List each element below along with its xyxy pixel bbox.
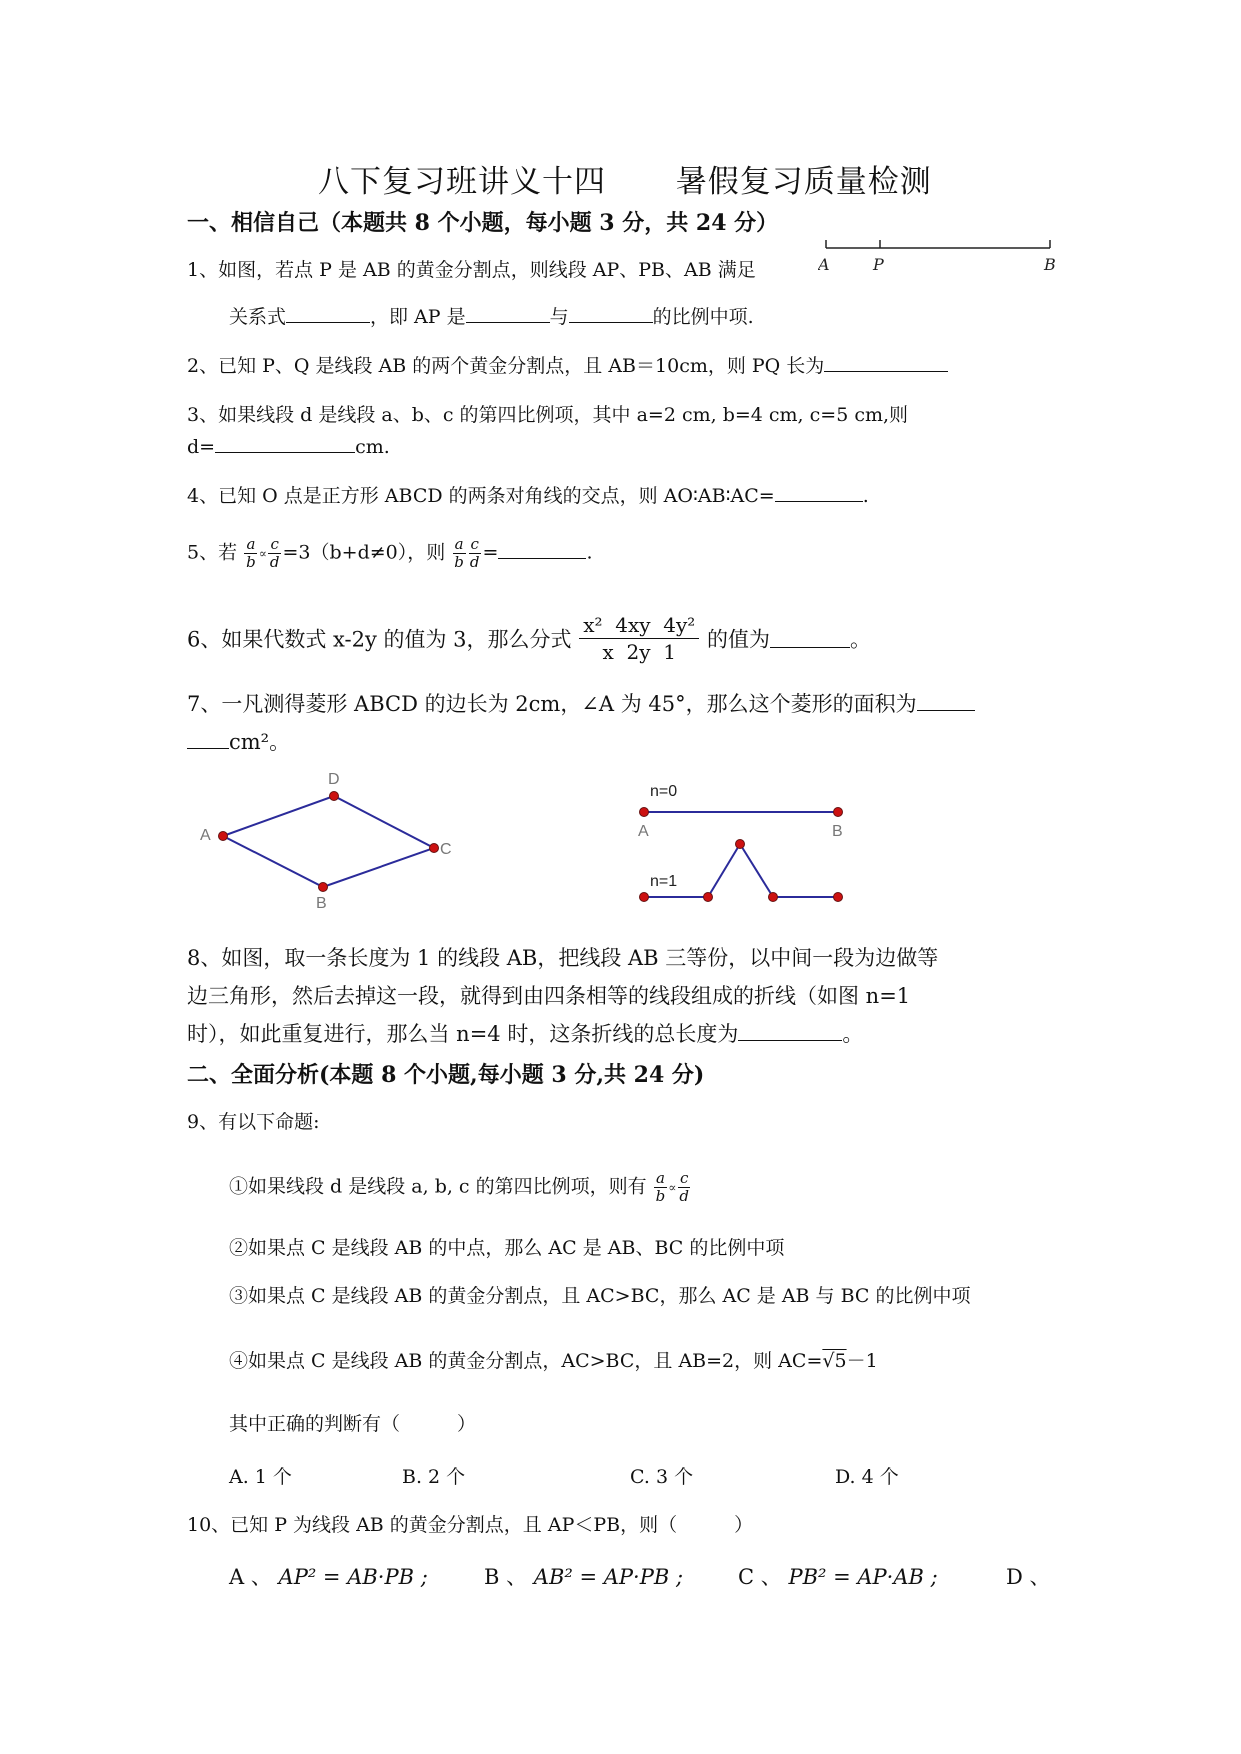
label-c: C — [440, 841, 452, 858]
operator-glyph: ∝ — [258, 546, 267, 561]
point-a — [640, 808, 649, 817]
question-7-line1 — [187, 688, 975, 718]
answer-blank[interactable] — [738, 1022, 842, 1041]
q9-s4-end: －1 — [846, 1350, 878, 1372]
question-3-line2 — [187, 434, 390, 458]
option-expression: AP² = AB·PB ; — [278, 1565, 428, 1589]
figure-koch-curve — [630, 778, 850, 908]
fraction-a-b: $\frac{a}{b}$ — [655, 1169, 666, 1205]
figure-segment-apb — [818, 234, 1063, 280]
option-d[interactable]: D. 4 个 — [835, 1466, 899, 1488]
figure-label-a: A — [818, 255, 830, 274]
q2-text: 2、已知 P、Q 是线段 AB 的两个黄金分割点，且 AB＝10cm，则 PQ 长为 — [187, 355, 825, 377]
figure-label-b: B — [1044, 255, 1056, 274]
question-2 — [187, 351, 948, 378]
answer-blank[interactable] — [286, 304, 370, 323]
answer-blank[interactable] — [824, 353, 948, 372]
label-n1: n=1 — [650, 873, 678, 890]
koch-point — [704, 893, 713, 902]
q6-suffix: 的值为 — [707, 627, 770, 652]
koch-point — [640, 893, 649, 902]
fraction-c-d: $\frac{c}{d}$ — [269, 535, 280, 571]
question-5 — [187, 536, 592, 571]
section-heading-2: 二、全面分析(本题 8 个小题,每小题 3 分,共 24 分) — [187, 1062, 705, 1088]
koch-point — [736, 840, 745, 849]
vertex-d — [330, 792, 339, 801]
fraction-a-b-2: $\frac{a}{b}$ — [454, 535, 464, 571]
q8-text: 时），如此重复进行，那么当 n=4 时，这条折线的总长度为 — [187, 1022, 739, 1046]
label-b: B — [832, 823, 843, 840]
answer-blank[interactable] — [569, 304, 653, 323]
section-heading-1: 一、相信自己（本题共 8 个小题，每小题 3 分，共 24 分） — [187, 210, 779, 236]
question-8-line1: 8、如图，取一条长度为 1 的线段 AB，把线段 AB 三等份，以中间一段为边做等 — [187, 946, 939, 970]
q1-text-b: ，即 AP 是 — [370, 306, 466, 328]
fraction-c-d: $\frac{c}{d}$ — [679, 1169, 690, 1205]
question-7-line2 — [187, 726, 290, 756]
question-8-line3 — [187, 1018, 863, 1048]
koch-point — [769, 893, 778, 902]
option-label: A 、 — [229, 1565, 272, 1589]
question-1-line2 — [229, 302, 754, 329]
answer-blank[interactable] — [187, 730, 229, 749]
question-9-statement-4 — [229, 1346, 878, 1373]
q4-end: . — [862, 485, 869, 507]
option-expression: PB² = AP·AB ; — [788, 1565, 938, 1589]
q5-end: . — [586, 541, 593, 564]
option-b[interactable]: B. 2 个 — [402, 1466, 466, 1488]
q1-text-a: 关系式 — [229, 306, 287, 328]
answer-blank[interactable] — [770, 629, 850, 648]
q5-mid: =3（b+d≠0），则 — [282, 541, 446, 564]
operator-glyph: ∝ — [668, 1180, 677, 1195]
q1-text-c: 与 — [549, 306, 569, 328]
page-title-right: 暑假复习质量检测 — [675, 164, 932, 200]
answer-blank[interactable] — [466, 304, 550, 323]
question-6 — [187, 612, 871, 665]
q9-s1-text: ①如果线段 d 是线段 a, b, c 的第四比例项，则有 — [229, 1175, 647, 1198]
page-title-left: 八下复习班讲义十四 — [318, 164, 606, 200]
koch-point — [834, 893, 843, 902]
question-1-line1: 1、如图，若点 P 是 AB 的黄金分割点，则线段 AP、PB、AB 满足 — [187, 259, 756, 281]
question-9-statement-3: ③如果点 C 是线段 AB 的黄金分割点，且 AC>BC，那么 AC 是 AB 与 BC 的比例中项 — [229, 1285, 971, 1307]
label-n0: n=0 — [650, 783, 678, 800]
option-label: D 、 — [1006, 1565, 1051, 1589]
figure-rhombus — [190, 766, 460, 916]
q9-s4-text: ④如果点 C 是线段 AB 的黄金分割点，AC>BC，且 AB=2，则 AC= — [229, 1350, 823, 1372]
q10-option-c[interactable] — [738, 1561, 938, 1591]
q4-text: 4、已知 O 点是正方形 ABCD 的两条对角线的交点，则 AO∶AB∶AC= — [187, 485, 775, 507]
fraction-c-d-2: $\frac{c}{d}$ — [469, 535, 480, 571]
sqrt-5: √5 — [822, 1350, 847, 1372]
vertex-c — [430, 844, 439, 853]
point-b — [834, 808, 843, 817]
figure-label-p: P — [873, 255, 884, 274]
q1-text-d: 的比例中项. — [652, 306, 754, 328]
page-title — [318, 156, 932, 201]
answer-blank[interactable] — [215, 434, 355, 453]
question-9-judge: 其中正确的判断有（ ） — [229, 1413, 477, 1435]
q10-option-a[interactable] — [229, 1561, 428, 1591]
q6-prefix: 6、如果代数式 x-2y 的值为 3，那么分式 — [187, 627, 572, 652]
label-b: B — [316, 895, 327, 912]
option-c[interactable]: C. 3 个 — [630, 1466, 694, 1488]
q3-text-b: cm. — [355, 436, 390, 458]
q5-eq: = — [482, 541, 499, 564]
option-label: C 、 — [738, 1565, 782, 1589]
vertex-a — [219, 832, 228, 841]
option-a[interactable]: A. 1 个 — [229, 1466, 292, 1488]
answer-blank[interactable] — [917, 692, 975, 711]
q8-end: 。 — [842, 1022, 864, 1046]
label-a: A — [638, 823, 649, 840]
vertex-b — [319, 883, 328, 892]
q10-option-b[interactable] — [484, 1561, 683, 1591]
question-10: 10、已知 P 为线段 AB 的黄金分割点，且 AP＜PB，则（ ） — [187, 1514, 754, 1536]
option-expression: AB² = AP·PB ; — [533, 1565, 684, 1589]
option-label: B 、 — [484, 1565, 528, 1589]
fraction-a-b: $\frac{a}{b}$ — [246, 535, 256, 571]
question-9-statement-2: ②如果点 C 是线段 AB 的中点，那么 AC 是 AB、BC 的比例中项 — [229, 1237, 785, 1259]
answer-blank[interactable] — [775, 483, 863, 502]
q3-text-a: d= — [187, 436, 216, 458]
q10-option-d[interactable] — [1006, 1561, 1051, 1591]
label-a: A — [200, 827, 211, 844]
q6-end: 。 — [850, 627, 871, 652]
question-9-intro: 9、有以下命题: — [187, 1111, 320, 1133]
question-9-statement-1 — [229, 1170, 692, 1205]
q7-end: cm²。 — [229, 730, 291, 754]
q5-prefix: 5、若 — [187, 541, 238, 564]
label-d: D — [328, 771, 340, 788]
answer-blank[interactable] — [498, 540, 586, 559]
fraction-expression: $\frac{\text{x² 4xy 4y²}}{x 2y 1}$ — [579, 612, 699, 665]
question-3-line1: 3、如果线段 d 是线段 a、b、c 的第四比例项，其中 a=2 cm, b=4 cm, c=5 cm,则 — [187, 404, 909, 426]
question-4 — [187, 481, 869, 508]
q7-text: 7、一凡测得菱形 ABCD 的边长为 2cm，∠A 为 45°，那么这个菱形的面积为 — [187, 692, 917, 716]
question-8-line2: 边三角形，然后去掉这一段，就得到由四条相等的线段组成的折线（如图 n=1 — [187, 984, 911, 1008]
